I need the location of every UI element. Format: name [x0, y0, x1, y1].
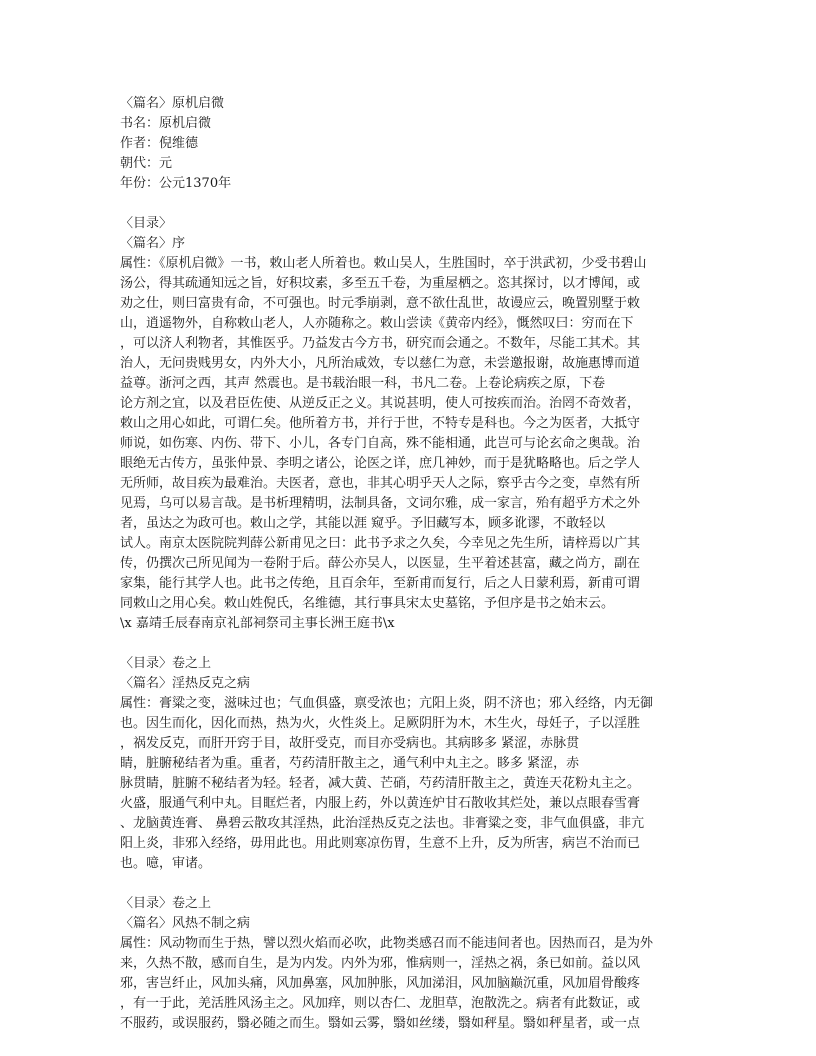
text-line: 益尊。浙河之西，其声 然震也。是书载治眼一科，书凡二卷。上卷论病疾之原，下卷 [120, 376, 606, 391]
section-yinre [120, 654, 710, 874]
text-line: 者，虽达之为政可也。敕山之学，其能以涯 窥乎。予旧藏写本，顾多讹谬，不敢轻以 [120, 516, 606, 531]
text-line: 劝之仕，则曰富贵有命，不可强也。时元季崩剥，意不欲仕乱世，故谩应云，晚置别墅于敕 [120, 296, 641, 311]
text-line: 火盛，服通气利中丸。目眶烂者，内服上药，外以黄连炉甘石散收其烂处，兼以点眼春雪膏 [120, 796, 641, 811]
text-line: ，可以济人利物者，其惟医乎。乃益发古今方书，研究而会通之。不数年，尽能工其术。其 [120, 336, 641, 351]
text-line: 脉贯睛，脏腑不秘结者为轻。轻者，减大黄、芒硝，芍药清肝散主之，黄连天花粉丸主之。 [120, 776, 641, 791]
spacer [120, 874, 710, 894]
text-line: 汤公，得其疏通知远之旨，好积坟素，多至五千卷，为重屋栖之。恣其探讨，以才博闻，或 [120, 276, 641, 291]
text-line: ，祸发反克，而肝开窍于目，故肝受克，而目亦受病也。其病眵多 紧涩，赤脉贯 [120, 736, 580, 751]
text-line: 〈篇名〉风热不制之病 [120, 916, 251, 931]
text-line: 也。因生而化，因化而热，热为火，火性炎上。足厥阴肝为木，木生火，母妊子，子以淫胜 [120, 716, 641, 731]
text-line: 睛，脏腑秘结者为重。重者，芍药清肝散主之，通气利中丸主之。眵多 紧涩，赤 [120, 756, 580, 771]
text-line: 试人。南京太医院院判薛公新甫见之曰：此书予求之久矣，今幸见之先生所，请梓焉以广其 [120, 536, 641, 551]
preface-block [120, 214, 710, 634]
text-line: 属性：风动物而生于热，譬以烈火焰而必吹，此物类感召而不能违间者也。因热而召，是为外 [120, 936, 654, 951]
text-line: 、龙脑黄连膏、 鼻碧云散攻其淫热，此治淫热反克之法也。非膏粱之变，非气血俱盛，非亢 [120, 816, 645, 831]
section-fengre [120, 894, 710, 1034]
text-line: \x 嘉靖壬辰春南京礼部祠祭司主事长洲王庭书\x [120, 616, 395, 631]
text-line: 山，逍遥物外，自称敕山老人，人亦随称之。敕山尝读《黄帝内经》，慨然叹曰：穷而在下 [120, 316, 634, 331]
text-line: 眼绝无古传方，虽张仲景、李明之诸公，论医之详，庶几神妙，而于是犹略略也。后之学人 [120, 456, 641, 471]
text-line: ，有一于此，羌活胜风汤主之。风加痒，则以杏仁、龙胆草，泡散洗之。病者有此数证，或 [120, 996, 641, 1011]
text-line: 来，久热不散，感而自生，是为内发。内外为邪，惟病则一，淫热之祸，条已如前。益以风 [120, 956, 641, 971]
text-line: 〈目录〉 [120, 216, 173, 231]
spacer [120, 194, 710, 214]
text-line: 阳上炎，非邪入经络，毋用此也。用此则寒凉伤胃，生意不上升，反为所害，病岂不治而已 [120, 836, 641, 851]
text-line: 〈目录〉卷之上 [120, 896, 212, 911]
text-line: 治人，无问贵贱男女，内外大小，凡所治咸效，专以慈仁为意，未尝邀报谢，故施惠博而道 [120, 356, 641, 371]
text-line: 同敕山之用心矣。敕山姓倪氏，名维德，其行事具宋太史墓铭，予但序是书之始末云。 [120, 596, 615, 611]
text-line: 家集，能行其学人也。此书之传绝，且百余年，至新甫而复行，后之人日蒙利焉，新甫可谓 [120, 576, 641, 591]
text-line: 敕山之用心如此，可谓仁矣。他所着方书，并行于世，不特专是科也。今之为医者，大抵守 [120, 416, 641, 431]
spacer [120, 634, 710, 654]
text-line: 邪，害岂纤止，风加头痛，风加鼻塞，风加肿胀，风加涕泪，风加脑巅沉重，风加眉骨酸疼 [120, 976, 641, 991]
document-page [120, 94, 710, 1034]
text-line: 朝代：元 [120, 156, 173, 171]
text-line: 不服药，或误服药，翳必随之而生。翳如云雾，翳如丝缕，翳如秤星。翳如秤星者，或一点 [120, 1016, 641, 1031]
text-line: 书名：原机启微 [120, 116, 212, 131]
text-line: 属性：《原机启微》一书，敕山老人所着也。敕山吴人，生胜国时，卒于洪武初，少受书碧山 [120, 256, 647, 271]
text-line: 无所师，故目疾为最难治。夫医者，意也，非其心明乎天人之际，察乎古今之变，卓然有所 [120, 476, 641, 491]
text-line: 〈篇名〉序 [120, 236, 186, 251]
text-line: 师说，如伤寒、内伤、带下、小儿，各专门自高，殊不能相通，此岂可与论玄命之奥哉。治 [120, 436, 641, 451]
text-line: 论方剂之宜，以及君臣佐使、从逆反正之义。其说甚明，使人可按疾而治。治罔不奇效者， [120, 396, 641, 411]
text-line: 〈篇名〉淫热反克之病 [120, 676, 251, 691]
text-line: 也。噫，审诸。 [120, 856, 212, 871]
text-line: 作者：倪维德 [120, 136, 199, 151]
text-line: 年份：公元1370年 [120, 176, 232, 191]
text-line: 〈目录〉卷之上 [120, 656, 212, 671]
text-line: 属性：膏粱之变，滋味过也；气血俱盛，禀受浓也；亢阳上炎，阴不济也；邪入经络，内无御 [120, 696, 654, 711]
text-line: 〈篇名〉原机启微 [120, 96, 225, 111]
meta-block [120, 94, 710, 194]
text-line: 传，仍撰次己所见闻为一卷附于后。薛公亦吴人，以医显，生平着述甚富，藏之尚方，副在 [120, 556, 641, 571]
text-line: 见焉，乌可以易言哉。是书析理精明，法制具备，文词尔雅，成一家言，殆有超乎方术之外 [120, 496, 641, 511]
